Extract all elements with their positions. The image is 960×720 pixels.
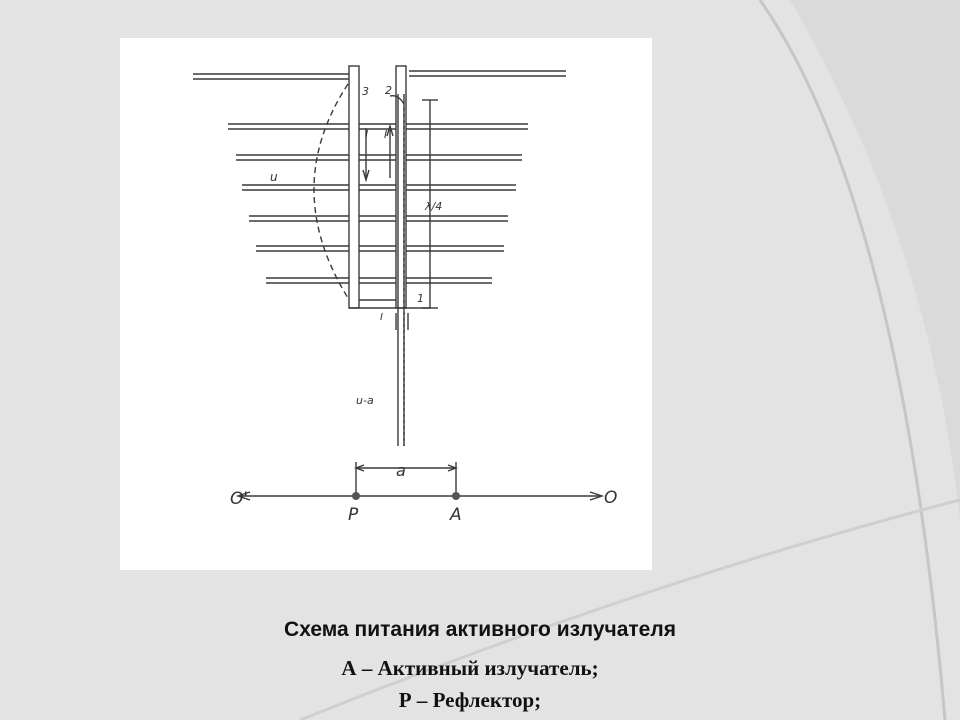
slide-title: Схема питания активного излучателя xyxy=(284,618,676,641)
label-3: 3 xyxy=(362,85,369,98)
active-element-point xyxy=(452,492,460,500)
label-u-a: u-a xyxy=(356,394,374,407)
reflector-point xyxy=(352,492,360,500)
label-p: P xyxy=(348,505,359,525)
label-1: 1 xyxy=(417,292,424,305)
label-u: u xyxy=(270,170,278,184)
label-current-bottom: I xyxy=(380,312,383,323)
label-spacing-a: a xyxy=(396,461,406,480)
dipole-elements xyxy=(228,124,528,283)
label-current-i: I xyxy=(365,128,369,141)
label-quarter-wave: λ/4 xyxy=(425,200,443,213)
label-2: 2 xyxy=(385,84,392,97)
label-axis-o: O xyxy=(604,488,618,508)
legend-active-element: А – Активный излучатель; xyxy=(341,656,599,680)
antenna-feed-diagram xyxy=(120,38,652,570)
label-current-i2: I xyxy=(384,128,388,141)
diagram-drawing xyxy=(120,38,652,570)
voltage-distribution-curve xyxy=(314,84,348,298)
legend-reflector: Р – Рефлектор; xyxy=(398,688,542,712)
label-a: A xyxy=(450,505,462,525)
label-axis-o-prime: O' xyxy=(230,489,249,509)
